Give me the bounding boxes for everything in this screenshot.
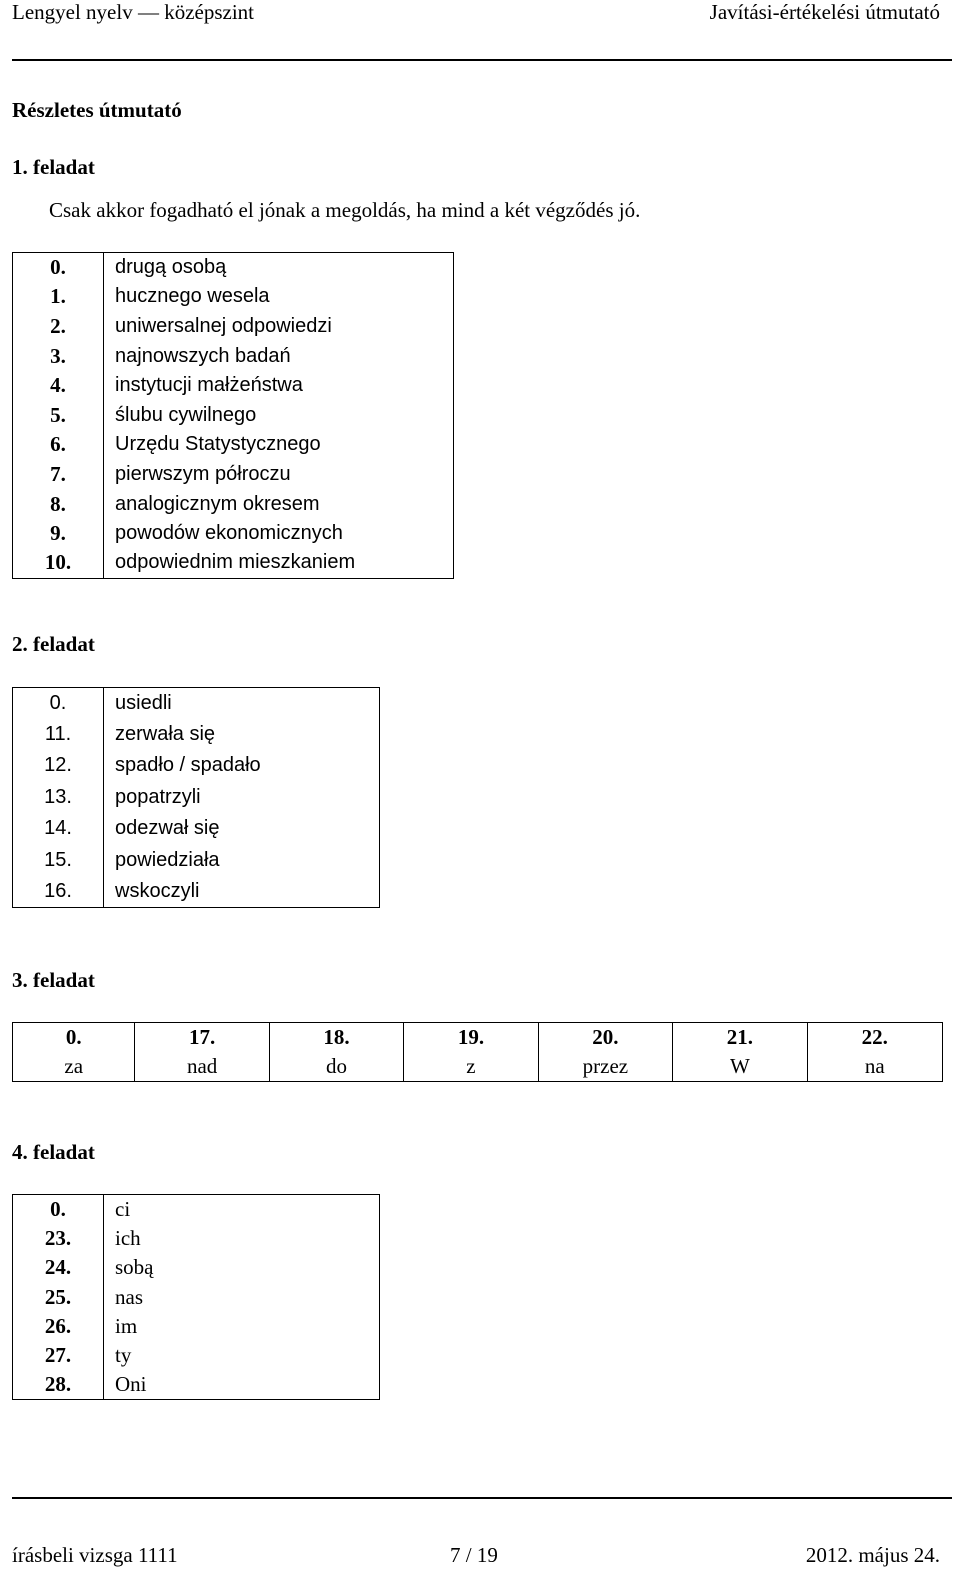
task4-title: 4. feladat [12, 1140, 95, 1164]
item-answer: odezwał się [104, 813, 380, 844]
item-answer: uniwersalnej odpowiedzi [104, 312, 454, 342]
item-number: 25. [13, 1282, 104, 1311]
item-answer: nas [104, 1282, 380, 1311]
item-answer: drugą osobą [104, 253, 454, 283]
table-row [13, 489, 454, 519]
header-left: Lengyel nyelv — középszint [12, 0, 255, 24]
item-number: 27. [13, 1341, 104, 1370]
table-row [13, 253, 454, 283]
item-number: 18. [269, 1023, 403, 1053]
item-answer: odpowiednim mieszkaniem [104, 548, 454, 578]
header-right: Javítási-értékelési útmutató [709, 0, 940, 24]
table-row [13, 1195, 380, 1224]
item-number: 16. [13, 876, 104, 907]
item-number: 28. [13, 1370, 104, 1399]
item-number: 7. [13, 460, 104, 490]
task4-table [12, 1194, 380, 1400]
item-number: 23. [13, 1224, 104, 1253]
item-answer: instytucji małżeństwa [104, 371, 454, 401]
table-row [13, 400, 454, 430]
footer-rule [12, 1497, 952, 1499]
item-number: 8. [13, 489, 104, 519]
table-row [13, 719, 380, 750]
item-number: 26. [13, 1312, 104, 1341]
table-row [13, 844, 380, 875]
item-number: 13. [13, 782, 104, 813]
item-number: 21. [673, 1023, 807, 1053]
item-number: 5. [13, 400, 104, 430]
table-row [13, 519, 454, 549]
table-row [13, 371, 454, 401]
table-row [13, 341, 454, 371]
item-answer: za [13, 1052, 135, 1082]
item-answer: przez [538, 1052, 673, 1082]
item-number: 0. [13, 688, 104, 719]
item-answer: do [269, 1052, 403, 1082]
item-number: 0. [13, 1195, 104, 1224]
task2-title: 2. feladat [12, 632, 95, 656]
table-row [13, 1052, 943, 1082]
item-answer: ci [104, 1195, 380, 1224]
item-number: 19. [404, 1023, 538, 1053]
item-answer: im [104, 1312, 380, 1341]
item-number: 6. [13, 430, 104, 460]
item-number: 0. [13, 1023, 135, 1053]
item-answer: sobą [104, 1253, 380, 1282]
task3-table [12, 1022, 943, 1082]
item-number: 24. [13, 1253, 104, 1282]
item-answer: ich [104, 1224, 380, 1253]
item-number: 12. [13, 750, 104, 781]
task1-table [12, 252, 454, 579]
item-answer: analogicznym okresem [104, 489, 454, 519]
item-number: 10. [13, 548, 104, 578]
item-answer: powodów ekonomicznych [104, 519, 454, 549]
table-row [13, 750, 380, 781]
table-row [13, 460, 454, 490]
table-row [13, 688, 380, 719]
table-row [13, 782, 380, 813]
item-answer: Oni [104, 1370, 380, 1399]
item-number: 15. [13, 844, 104, 875]
item-answer: zerwała się [104, 719, 380, 750]
item-answer: ty [104, 1341, 380, 1370]
table-row [13, 1312, 380, 1341]
item-answer: nad [135, 1052, 269, 1082]
task3-title: 3. feladat [12, 968, 95, 992]
table-row [13, 1253, 380, 1282]
task2-table [12, 687, 380, 908]
table-row [13, 282, 454, 312]
table-row [13, 813, 380, 844]
table-row [13, 1224, 380, 1253]
table-row [13, 1370, 380, 1399]
item-number: 0. [13, 253, 104, 283]
footer-page-number: 7 / 19 [450, 1543, 498, 1567]
item-number: 17. [135, 1023, 269, 1053]
item-answer: popatrzyli [104, 782, 380, 813]
table-row [13, 430, 454, 460]
footer-left: írásbeli vizsga 1111 [12, 1543, 178, 1567]
item-answer: wskoczyli [104, 876, 380, 907]
table-row [13, 1341, 380, 1370]
header-rule [12, 59, 952, 61]
item-answer: pierwszym półroczu [104, 460, 454, 490]
item-answer: Urzędu Statystycznego [104, 430, 454, 460]
item-answer: z [404, 1052, 538, 1082]
item-number: 11. [13, 719, 104, 750]
page-heading: Részletes útmutató [12, 98, 182, 122]
item-number: 1. [13, 282, 104, 312]
item-answer: powiedziała [104, 844, 380, 875]
task1-note: Csak akkor fogadható el jónak a megoldás, ha mind a két végződés jó. [49, 198, 641, 222]
task1-title: 1. feladat [12, 155, 95, 179]
item-number: 3. [13, 341, 104, 371]
item-number: 14. [13, 813, 104, 844]
item-answer: ślubu cywilnego [104, 400, 454, 430]
item-answer: na [807, 1052, 942, 1082]
table-row [13, 1023, 943, 1053]
table-row [13, 312, 454, 342]
item-answer: W [673, 1052, 807, 1082]
item-answer: spadło / spadało [104, 750, 380, 781]
item-number: 2. [13, 312, 104, 342]
item-number: 22. [807, 1023, 942, 1053]
item-number: 20. [538, 1023, 673, 1053]
item-answer: hucznego wesela [104, 282, 454, 312]
item-number: 9. [13, 519, 104, 549]
table-row [13, 876, 380, 907]
table-row [13, 1282, 380, 1311]
footer-date: 2012. május 24. [805, 1543, 940, 1567]
item-answer: usiedli [104, 688, 380, 719]
item-number: 4. [13, 371, 104, 401]
item-answer: najnowszych badań [104, 341, 454, 371]
table-row [13, 548, 454, 578]
